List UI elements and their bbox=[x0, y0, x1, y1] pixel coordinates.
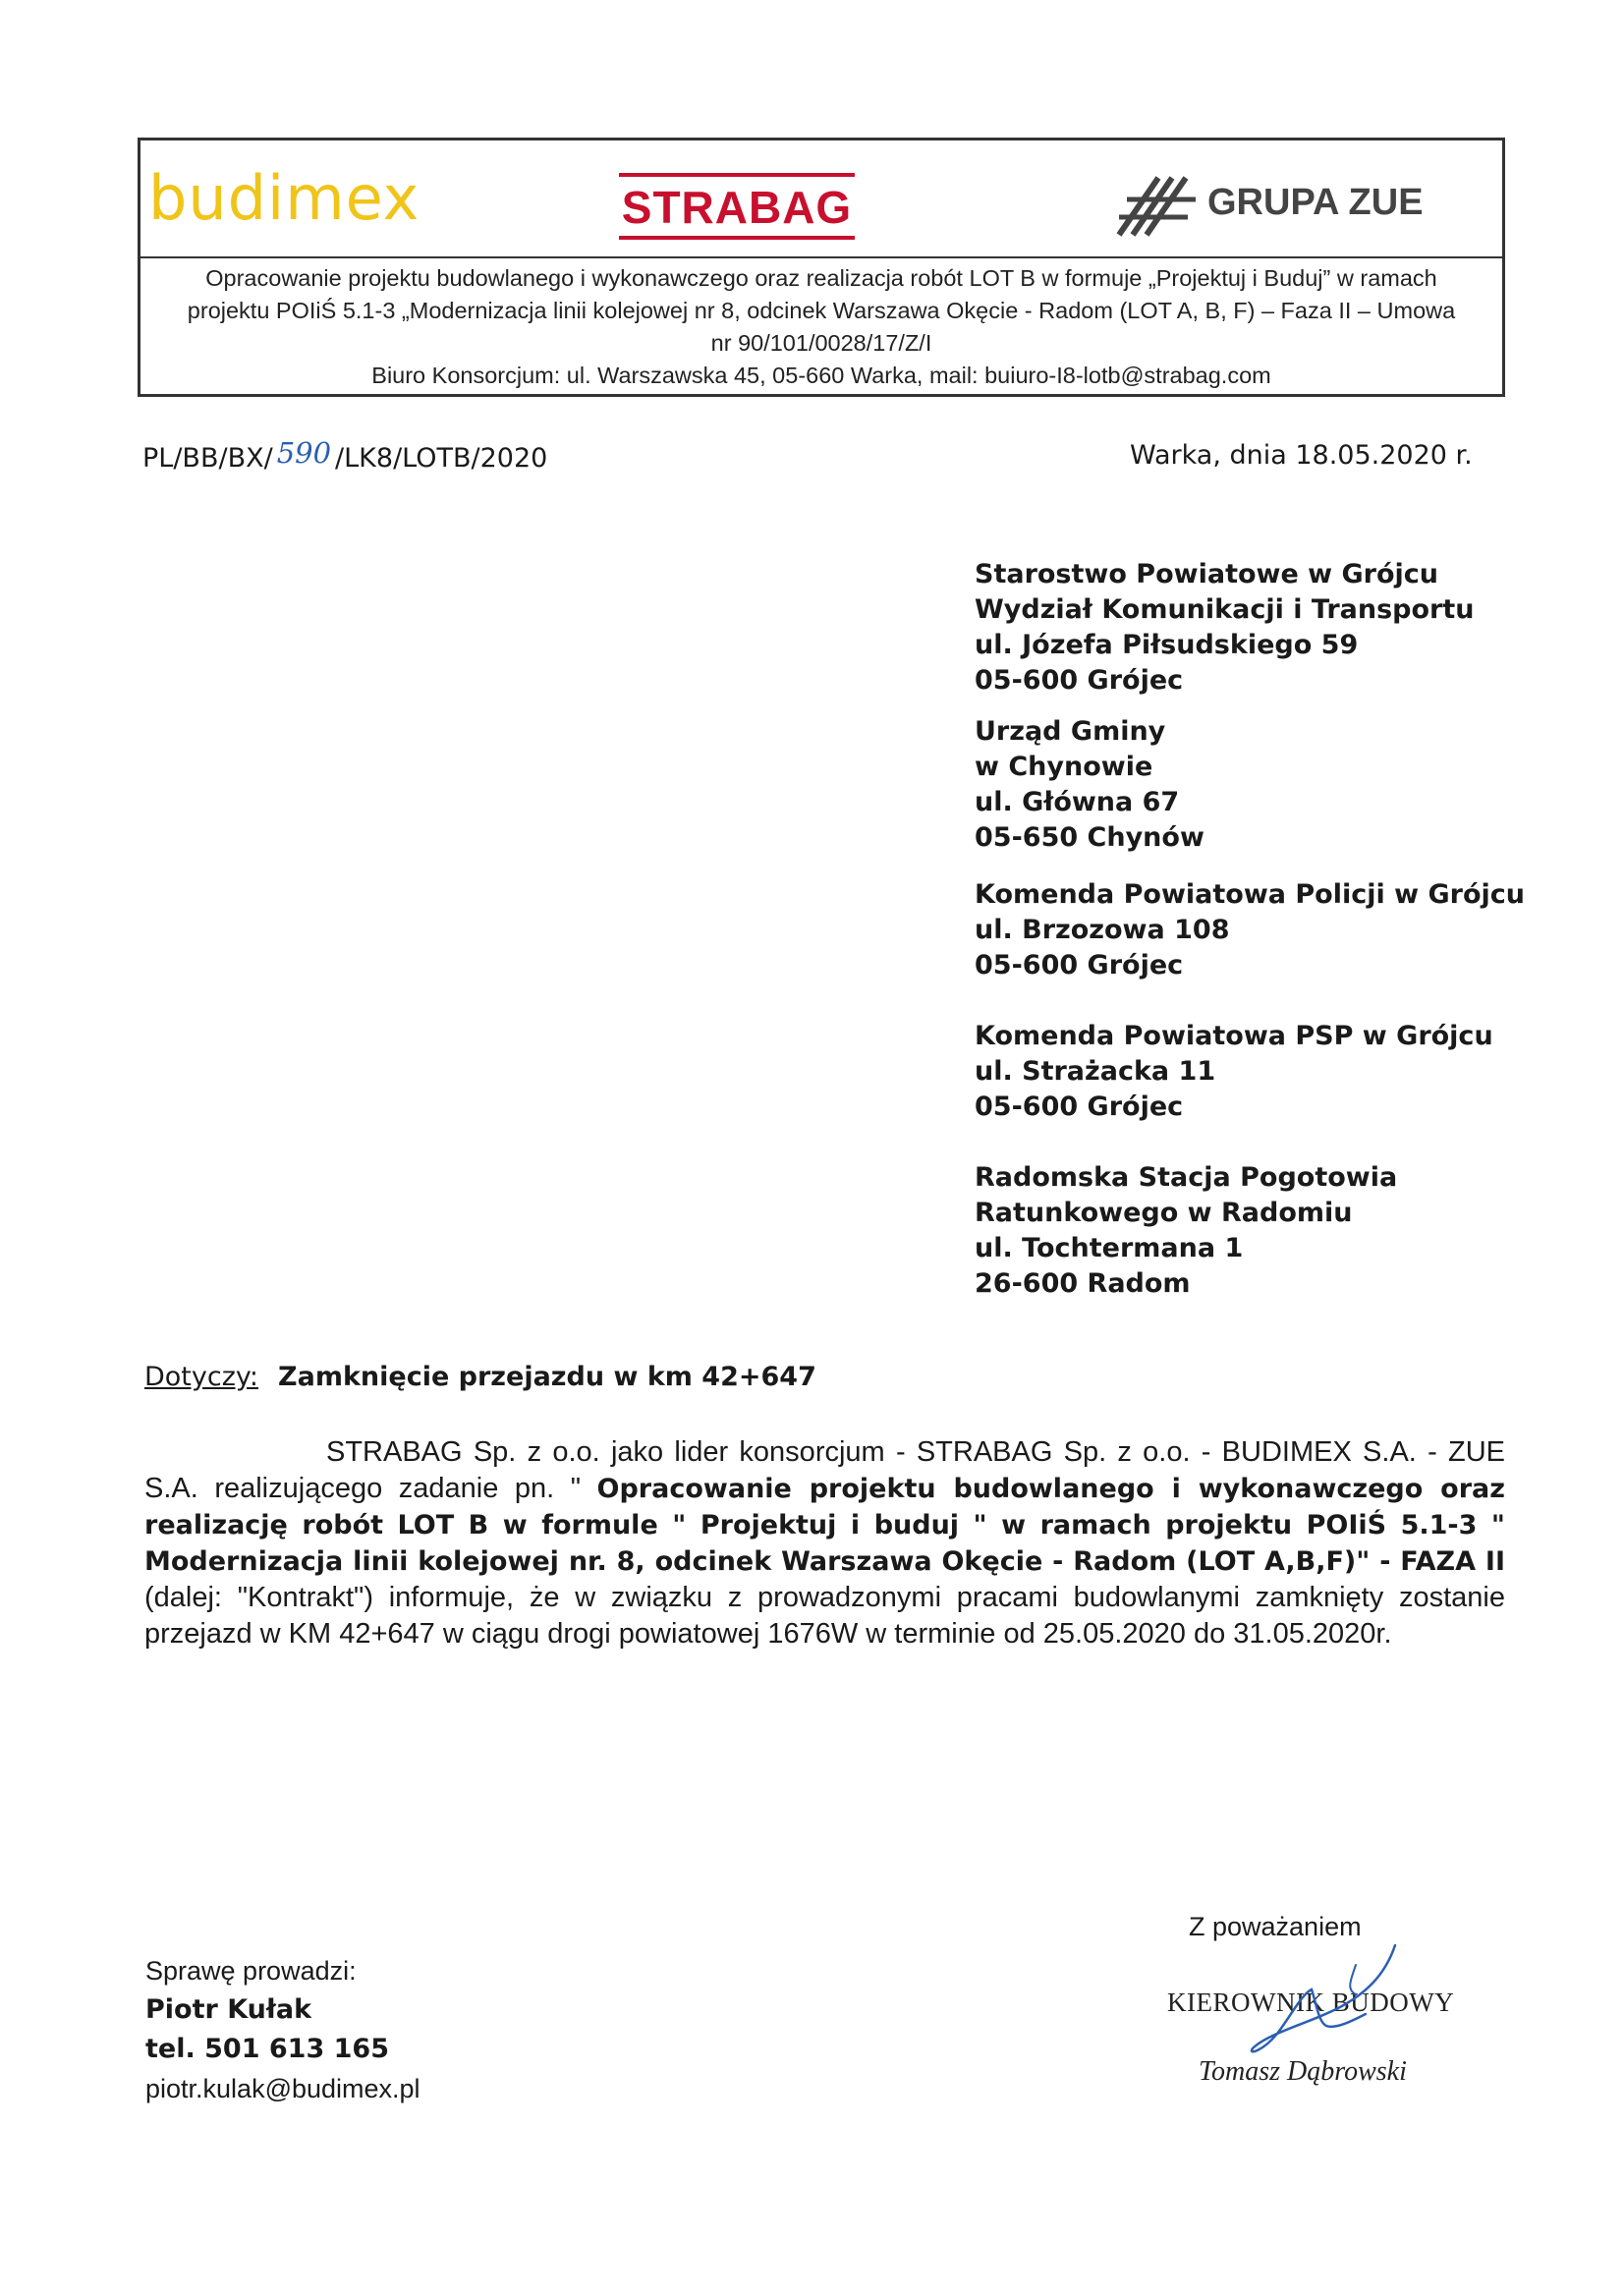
recipient-line: Urząd Gminy bbox=[975, 716, 1166, 747]
recipient-line: Komenda Powiatowa Policji w Grójcu bbox=[975, 879, 1525, 910]
recipient-line: Komenda Powiatowa PSP w Grójcu bbox=[975, 1021, 1493, 1051]
letter-body bbox=[144, 1434, 1505, 1652]
signatory-title-stamp: KIEROWNIK BUDOWY bbox=[1167, 1988, 1455, 2017]
date-line: Warka, dnia 18.05.2020 r. bbox=[1130, 440, 1473, 471]
recipient-block bbox=[975, 877, 1525, 983]
handwritten-signature-icon bbox=[1208, 1935, 1425, 2063]
recipient-line: 05-600 Grójec bbox=[975, 665, 1184, 696]
strabag-logo-text: STRABAG bbox=[621, 182, 853, 233]
letterhead-text bbox=[140, 262, 1502, 392]
subject-line bbox=[144, 1362, 816, 1392]
recipient-line: ul. Tochtermana 1 bbox=[975, 1233, 1244, 1263]
contact-email: piotr.kulak@budimex.pl bbox=[145, 2074, 420, 2103]
logos-row bbox=[140, 140, 1502, 258]
subject-value: Zamknięcie przejazdu w km 42+647 bbox=[278, 1362, 816, 1392]
zue-logo-text: GRUPA ZUE bbox=[1207, 182, 1424, 223]
budimex-logo: budimex bbox=[148, 162, 420, 234]
recipient-line: 05-600 Grójec bbox=[975, 1092, 1184, 1122]
recipient-block bbox=[975, 714, 1204, 856]
recipient-line: Ratunkowego w Radomiu bbox=[975, 1198, 1353, 1228]
recipient-line: ul. Strażacka 11 bbox=[975, 1056, 1216, 1087]
recipient-line: Radomska Stacja Pogotowia bbox=[975, 1162, 1398, 1193]
body-text-part1: STRABAG Sp. z o.o. jako lider konsorcjum - STRABAG Sp. z o.o. - BUDIMEX S.A. - ZUE S.A. realizującego zadanie pn. " bbox=[144, 1436, 1505, 1504]
recipient-line: 26-600 Radom bbox=[975, 1268, 1191, 1299]
closing-regards: Z poważaniem bbox=[1189, 1912, 1362, 1941]
recipient-block bbox=[975, 1160, 1397, 1302]
signatory-name-stamp: Tomasz Dąbrowski bbox=[1199, 2056, 1407, 2087]
letterhead-line: projektu POIiŚ 5.1-3 „Modernizacja linii kolejowej nr 8, odcinek Warszawa Okęcie - Radom (LOT A, B, F) – Faza II – Umowa bbox=[187, 298, 1456, 323]
recipient-line: 05-650 Chynów bbox=[975, 822, 1204, 853]
recipient-line: Starostwo Powiatowe w Grójcu bbox=[975, 559, 1439, 589]
reference-suffix: /LK8/LOTB/2020 bbox=[335, 443, 548, 474]
recipient-line: Wydział Komunikacji i Transportu bbox=[975, 594, 1475, 625]
body-text-project-name: Opracowanie projektu budowlanego i wykonawczego oraz realizację robót LOT B w formule " Projektuj i buduj " w ramach projektu POIiŚ 5.1-3 " Modernizacja linii kolejowej nr. 8, odcinek Warszawa Okęcie - Radom (LOT A,B,F)" - FAZA II bbox=[144, 1474, 1505, 1577]
recipient-line: 05-600 Grójec bbox=[975, 950, 1184, 980]
contact-phone: tel. 501 613 165 bbox=[145, 2034, 390, 2064]
letterhead-line: nr 90/101/0028/17/Z/I bbox=[710, 330, 932, 356]
letterhead-box bbox=[138, 138, 1505, 397]
recipient-line: ul. Brzozowa 108 bbox=[975, 915, 1230, 945]
zue-mark-icon bbox=[1113, 170, 1202, 241]
contact-label: Sprawę prowadzi: bbox=[145, 1956, 357, 1986]
body-text-part2: (dalej: "Kontrakt") informuje, że w związku z prowadzonymi pracami budowlanymi zamknięty zostanie przejazd w KM 42+647 w ciągu drogi powiatowej 1676W w terminie od 25.05.2020 do 31.05.2020r. bbox=[144, 1582, 1505, 1650]
contact-block bbox=[145, 1951, 420, 2108]
strabag-logo bbox=[619, 173, 855, 242]
recipient-block bbox=[975, 557, 1475, 699]
recipient-line: ul. Józefa Piłsudskiego 59 bbox=[975, 630, 1359, 660]
subject-label: Dotyczy: bbox=[144, 1362, 259, 1392]
reference-number bbox=[142, 436, 548, 474]
recipient-line: ul. Główna 67 bbox=[975, 787, 1180, 817]
recipient-line: w Chynowie bbox=[975, 752, 1153, 782]
letterhead-line: Opracowanie projektu budowlanego i wykonawczego oraz realizacja robót LOT B w formuje „Projektuj i Buduj” w ramach bbox=[205, 265, 1437, 291]
reference-handwritten-number: 590 bbox=[276, 436, 332, 470]
recipient-block bbox=[975, 1019, 1493, 1125]
reference-prefix: PL/BB/BX/ bbox=[142, 443, 273, 474]
contact-name: Piotr Kułak bbox=[145, 1994, 312, 2025]
letterhead-line: Biuro Konsorcjum: ul. Warszawska 45, 05-660 Warka, mail: buiuro-I8-lotb@strabag.com bbox=[371, 363, 1271, 388]
